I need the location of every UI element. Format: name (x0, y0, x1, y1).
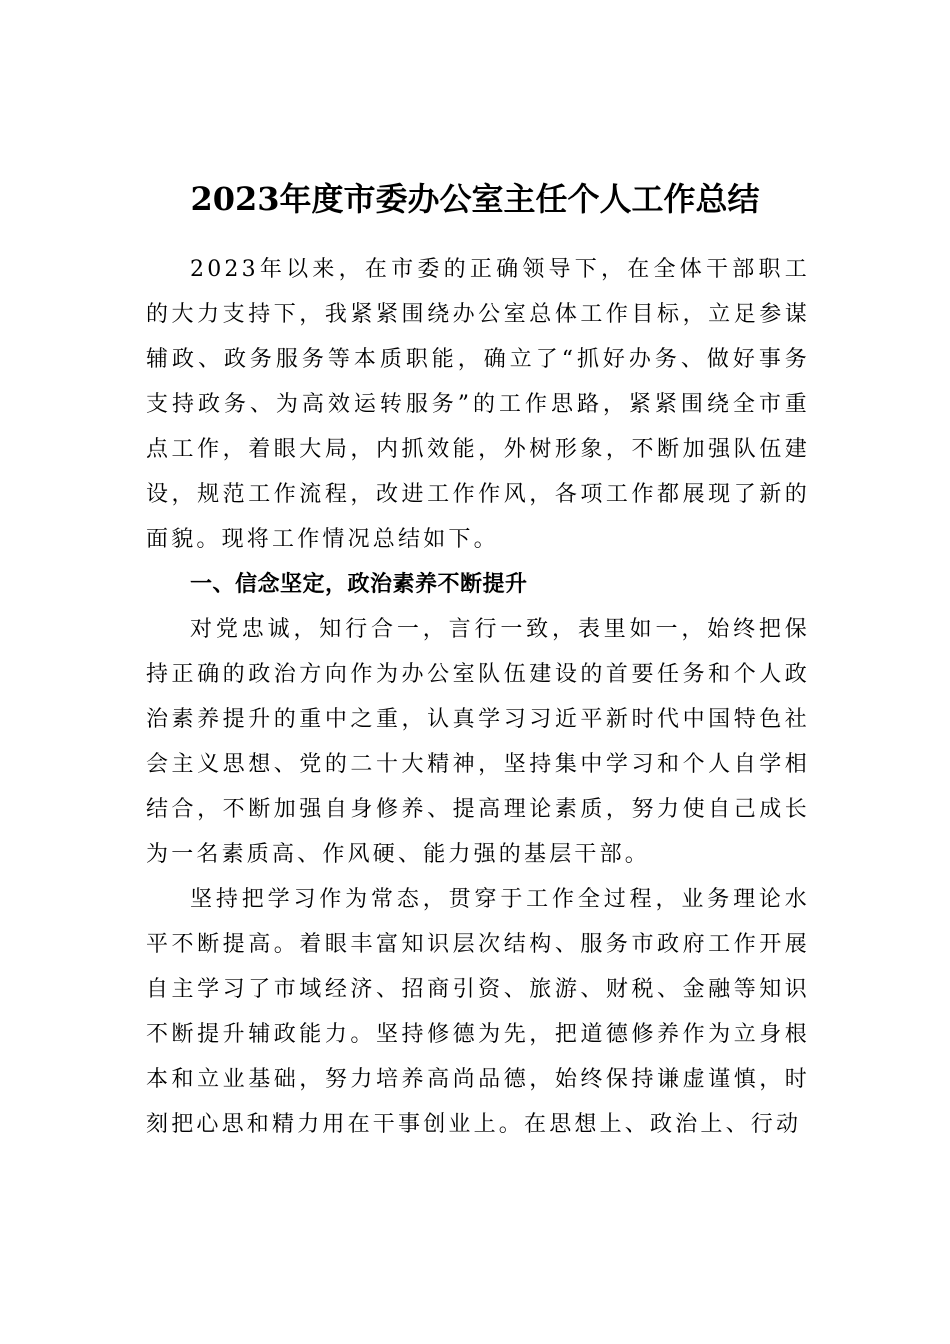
document-title: 2023年度市委办公室主任个人工作总结 (190, 180, 760, 218)
section-paragraph: 坚持把学习作为常态，贯穿于工作全过程，业务理论水平不断提高。着眼丰富知识层次结构、服务市政府工作开展自主学习了市域经济、招商引资、旅游、财税、金融等知识不断提升辅政能力。坚持修德为先，把道德修养作为立身根本和立业基础，努力培养高尚品德，始终保持谦虚谨慎，时刻把心思和精力用在干事创业上。在思想上、政治上、行动 (146, 887, 810, 1137)
document-body (146, 247, 810, 1147)
section-heading: 一、信念坚定，政治素养不断提升 (190, 572, 528, 597)
intro-paragraph: 2023年以来，在市委的正确领导下，在全体干部职工的大力支持下，我紧紧围绕办公室总体工作目标，立足参谋辅政、政务服务等本质职能，确立了“抓好办务、做好事务支持政务、为高效运转服务”的工作思路，紧紧围绕全市重点工作，着眼大局，内抓效能，外树形象，不断加强队伍建设，规范工作流程，改进工作作风，各项工作都展现了新的面貌。现将工作情况总结如下。 (146, 257, 810, 552)
section-paragraph: 对党忠诚，知行合一，言行一致，表里如一，始终把保持正确的政治方向作为办公室队伍建设的首要任务和个人政治素养提升的重中之重，认真学习习近平新时代中国特色社会主义思想、党的二十大精神，坚持集中学习和个人自学相结合，不断加强自身修养、提高理论素质，努力使自己成长为一名素质高、作风硬、能力强的基层干部。 (146, 617, 810, 867)
